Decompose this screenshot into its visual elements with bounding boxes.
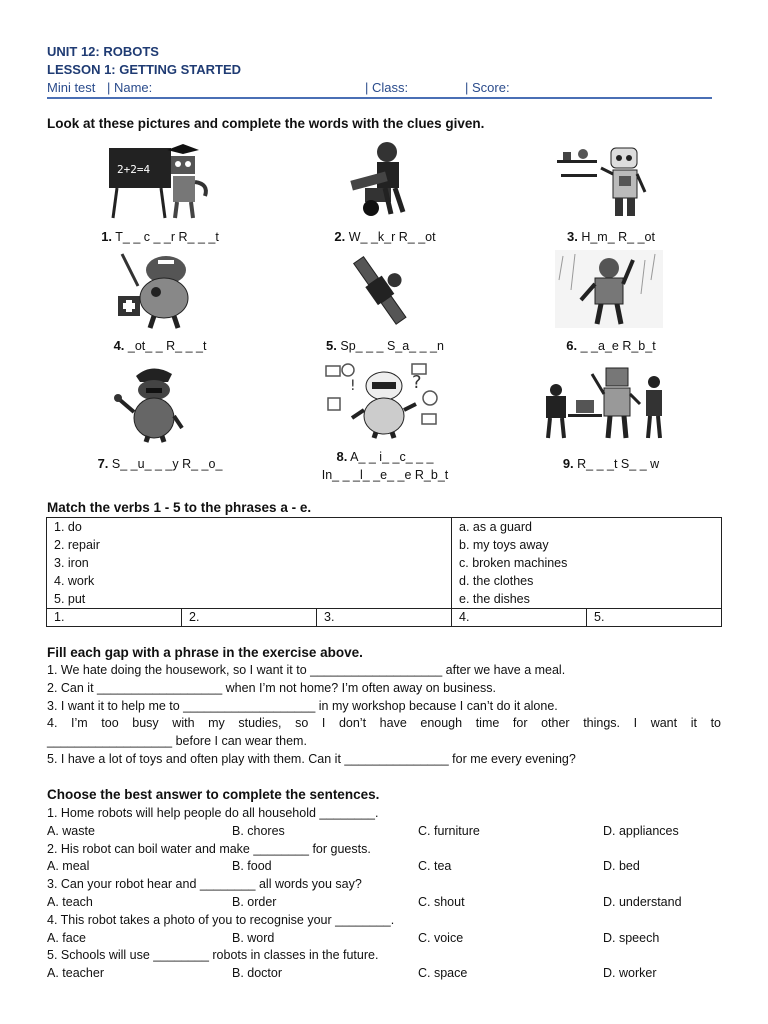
clue-5: 5. Sp_ _ _ S_a_ _ _n — [326, 338, 444, 353]
class-field[interactable]: | Class: — [365, 80, 409, 95]
mini-test-label: Mini test — [47, 80, 96, 95]
option-a[interactable]: A. face — [47, 930, 86, 945]
svg-text:?: ? — [412, 372, 422, 393]
answer-options — [47, 894, 727, 912]
verb-item: 5. put — [54, 592, 86, 606]
option-a[interactable]: A. meal — [47, 859, 90, 874]
answer-cell[interactable]: 5. — [587, 609, 722, 627]
verb-item: 2. repair — [54, 538, 100, 552]
question-text: 4. This robot takes a photo of you to recognise your ________. — [47, 912, 395, 927]
lesson-title: LESSON 1: GETTING STARTED — [47, 62, 242, 77]
name-field[interactable]: | Name: — [107, 80, 153, 95]
answer-options — [47, 858, 727, 876]
option-c[interactable]: C. shout — [418, 894, 465, 909]
gap-sentence: 4. I’m too busy with my studies, so I don’t have enough time for other things. I want it to — [47, 716, 721, 731]
phrase-item: d. the clothes — [459, 574, 534, 588]
fill-gap-exercise — [47, 662, 721, 769]
option-a[interactable]: A. teach — [47, 894, 93, 909]
question-text: 5. Schools will use ________ robots in classes in the future. — [47, 948, 379, 963]
home-robot-icon — [555, 140, 665, 220]
clue-1: 1. T_ _ c _ _r R_ _ _t — [101, 229, 219, 244]
option-d[interactable]: D. understand — [603, 894, 682, 909]
worksheet-header — [47, 43, 241, 79]
option-b[interactable]: B. order — [232, 894, 277, 909]
gap-sentence: 1. We hate doing the housework, so I want it to ___________________ after we have a meal. — [47, 663, 566, 677]
option-c[interactable]: C. space — [418, 966, 468, 981]
verb-item: 3. iron — [54, 556, 89, 570]
answer-cell[interactable]: 2. — [182, 609, 317, 627]
option-b[interactable]: B. word — [232, 930, 275, 945]
robot-show-icon — [540, 360, 674, 442]
section1-title: Look at these pictures and complete the words with the clues given. — [47, 116, 485, 131]
option-b[interactable]: B. chores — [232, 823, 285, 838]
option-c[interactable]: C. voice — [418, 930, 464, 945]
question-text: 2. His robot can boil water and make ________ for guests. — [47, 841, 371, 856]
teacher-robot-icon — [105, 140, 215, 220]
answer-options — [47, 930, 727, 948]
question-text: 1. Home robots will help people do all household ________. — [47, 806, 379, 820]
clue-4: 4. _ot_ _ R_ _ _t — [113, 338, 207, 353]
option-d[interactable]: D. bed — [603, 859, 640, 874]
verbs-column — [47, 518, 452, 609]
clue-9: 9. R_ _ _t S_ _ w — [562, 456, 660, 471]
security-robot-icon — [112, 360, 192, 444]
question-text: 3. Can your robot hear and ________ all words you say? — [47, 877, 362, 892]
option-b[interactable]: B. doctor — [232, 966, 283, 981]
space-robot-icon — [555, 250, 663, 328]
space-station-icon — [348, 252, 410, 330]
phrase-item: b. my toys away — [459, 538, 549, 552]
option-d[interactable]: D. appliances — [603, 823, 679, 838]
worker-robot-icon — [345, 138, 415, 220]
option-b[interactable]: B. food — [232, 859, 272, 874]
verb-item: 4. work — [54, 574, 95, 588]
gap-sentence: 2. Can it __________________ when I’m not home? I’m often away on business. — [47, 680, 496, 695]
phrase-item: c. broken machines — [459, 556, 568, 570]
clue-6: 6. _ _a_e R_b_t — [566, 338, 656, 353]
multiple-choice-exercise — [47, 805, 727, 983]
answer-cell[interactable]: 4. — [452, 609, 587, 627]
clue-3: 3. H_m_ R_ _ot — [567, 229, 655, 244]
phrase-item: e. the dishes — [459, 592, 530, 606]
doctor-robot-icon — [116, 250, 200, 330]
answer-options — [47, 965, 727, 983]
gap-sentence: 5. I have a lot of toys and often play with them. Can it _______________ for me every evening? — [47, 751, 576, 766]
score-field[interactable]: | Score: — [465, 80, 510, 95]
option-a[interactable]: A. waste — [47, 823, 95, 838]
phrases-column — [452, 518, 722, 609]
section3-title: Fill each gap with a phrase in the exercise above. — [47, 645, 363, 660]
option-c[interactable]: C. furniture — [418, 823, 480, 838]
student-info-bar — [47, 80, 712, 99]
answer-options — [47, 823, 727, 841]
gap-sentence: 3. I want it to help me to ___________________ in my workshop because I can’t do it alone. — [47, 698, 558, 713]
unit-title: UNIT 12: ROBOTS — [47, 44, 159, 59]
clue-2: 2. W_ _k_r R_ _ot — [334, 229, 436, 244]
verb-item: 1. do — [54, 520, 82, 534]
section2-title: Match the verbs 1 - 5 to the phrases a - e. — [47, 500, 312, 515]
svg-text:!: ! — [350, 378, 356, 394]
intelligent-robot-icon — [322, 358, 448, 440]
answer-cell[interactable]: 1. — [47, 609, 182, 627]
phrase-item: a. as a guard — [459, 520, 532, 534]
option-c[interactable]: C. tea — [418, 859, 452, 874]
answer-cell[interactable]: 3. — [317, 609, 452, 627]
svg-text:2+2=4: 2+2=4 — [117, 163, 151, 176]
clue-7: 7. S_ _u_ _ _y R_ _o_ — [97, 456, 223, 471]
option-d[interactable]: D. worker — [603, 966, 657, 981]
matching-table — [46, 517, 722, 627]
option-a[interactable]: A. teacher — [47, 966, 104, 981]
gap-sentence: __________________ before I can wear them. — [47, 734, 307, 749]
clue-8: 8. A_ _ i_ _c_ _ _ In_ _ _l_ _e_ _e R_b_t — [321, 449, 449, 482]
option-d[interactable]: D. speech — [603, 930, 660, 945]
section4-title: Choose the best answer to complete the sentences. — [47, 787, 380, 802]
